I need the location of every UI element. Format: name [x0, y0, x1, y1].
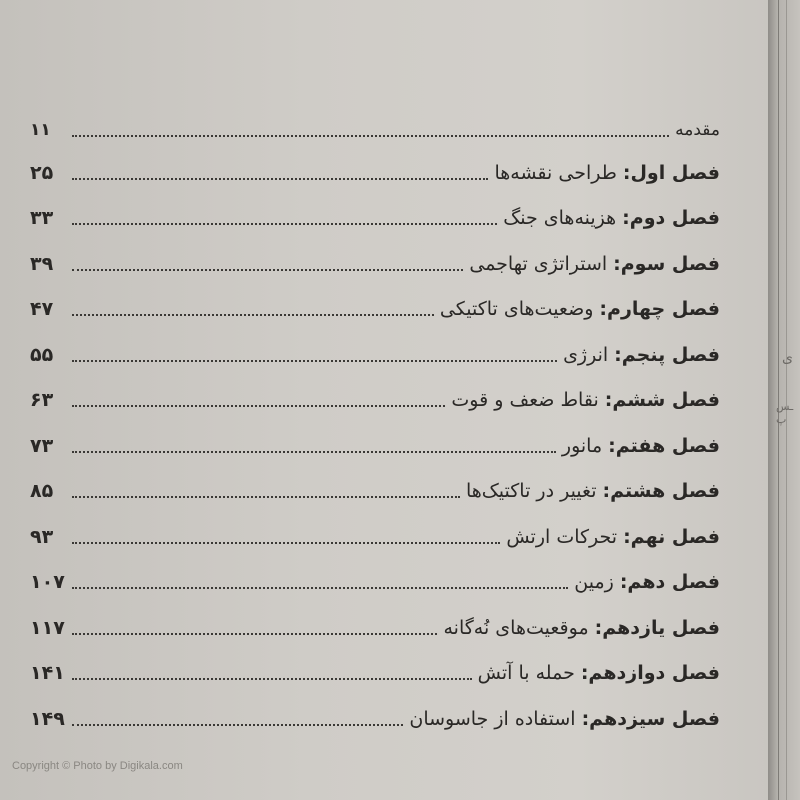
toc-chapter-label: فصل سیزدهم: — [581, 707, 720, 730]
toc-page-number: ۱۱ — [30, 120, 51, 140]
toc-chapter-label: فصل سوم: — [613, 252, 720, 275]
copyright-watermark: Copyright © Photo by Digikala.com — [12, 760, 183, 772]
toc-chapter-label: فصل هفتم: — [608, 434, 720, 457]
toc-page-number: ۱۰۷ — [30, 571, 65, 594]
toc-page-number: ۱۴۹ — [30, 707, 65, 730]
toc-entry-intro — [30, 110, 720, 150]
toc-entry-title: هزینه‌های جنگ — [503, 207, 617, 230]
dot-leader — [72, 135, 669, 137]
toc-entry-title: طراحی نقشه‌ها — [494, 161, 617, 184]
toc-entry — [30, 287, 720, 333]
toc-chapter-label: فصل یازدهم: — [594, 616, 720, 639]
toc-entry — [30, 378, 720, 424]
dot-leader — [72, 451, 556, 453]
toc-entry-title: تغییر در تاکتیک‌ها — [465, 480, 597, 503]
toc-chapter-label: فصل چهارم: — [599, 298, 720, 321]
toc-entry-title: موقعیت‌های نُه‌گانه — [443, 616, 589, 639]
toc-chapter-label: فصل هشتم: — [602, 480, 720, 503]
bleed-through-mark: ی — [782, 350, 793, 366]
toc-page-number: ۹۳ — [30, 525, 54, 548]
dot-leader — [72, 633, 437, 635]
toc-chapter-label: فصل دوم: — [622, 207, 720, 230]
toc-page-number: ۱۴۱ — [30, 662, 65, 685]
dot-leader — [72, 496, 460, 498]
bleed-through-mark: ـس پ — [776, 400, 794, 426]
toc-entry — [30, 150, 720, 196]
dot-leader — [72, 587, 568, 589]
toc-entry — [30, 241, 720, 287]
toc-entry-title: نقاط ضعف و قوت — [451, 389, 599, 412]
dot-leader — [72, 269, 463, 271]
dot-leader — [72, 223, 497, 225]
dot-leader — [72, 678, 472, 680]
toc-chapter-label: فصل اول: — [622, 161, 720, 184]
toc-chapter-label: فصل ششم: — [604, 389, 720, 412]
dot-leader — [72, 314, 434, 316]
toc-entry-title: مقدمه — [675, 120, 720, 140]
toc-chapter-label: فصل دوازدهم: — [580, 662, 720, 685]
toc-chapter-label: فصل پنجم: — [614, 343, 720, 366]
toc-entry — [30, 651, 720, 697]
toc-page-number: ۷۳ — [30, 434, 54, 457]
toc-page-number: ۵۵ — [30, 343, 54, 366]
toc-page-number: ۳۹ — [30, 252, 54, 275]
toc-entry-title: انرژی — [563, 343, 609, 366]
toc-entry — [30, 423, 720, 469]
toc-entry — [30, 560, 720, 606]
dot-leader — [72, 405, 445, 407]
toc-chapter-label: فصل نهم: — [623, 525, 720, 548]
toc-entry-title: وضعیت‌های تاکتیکی — [439, 298, 594, 321]
toc-entry — [30, 469, 720, 515]
toc-entry-title: تحرکات ارتش — [506, 525, 618, 548]
toc-entry-title: حمله با آتش — [477, 662, 575, 685]
dot-leader — [72, 178, 488, 180]
toc-entry — [30, 696, 720, 742]
toc-entry — [30, 514, 720, 560]
toc-entry-title: زمین — [574, 571, 614, 594]
toc-entry — [30, 605, 720, 651]
toc-page-number: ۸۵ — [30, 480, 54, 503]
toc-page-number: ۱۱۷ — [30, 616, 65, 639]
toc-page-number: ۲۵ — [30, 161, 54, 184]
toc-entry — [30, 196, 720, 242]
toc-page-number: ۶۳ — [30, 389, 54, 412]
toc-chapter-label: فصل دهم: — [619, 571, 720, 594]
toc-entry — [30, 332, 720, 378]
toc-page-number: ۴۷ — [30, 298, 54, 321]
toc-entry-title: استراتژی تهاجمی — [469, 252, 608, 275]
dot-leader — [72, 360, 557, 362]
dot-leader — [72, 542, 500, 544]
dot-leader — [72, 724, 403, 726]
toc-entry-title: مانور — [561, 434, 603, 457]
toc-entry-title: استفاده از جاسوسان — [409, 707, 576, 730]
toc-page-number: ۳۳ — [30, 207, 54, 230]
table-of-contents — [30, 110, 720, 742]
